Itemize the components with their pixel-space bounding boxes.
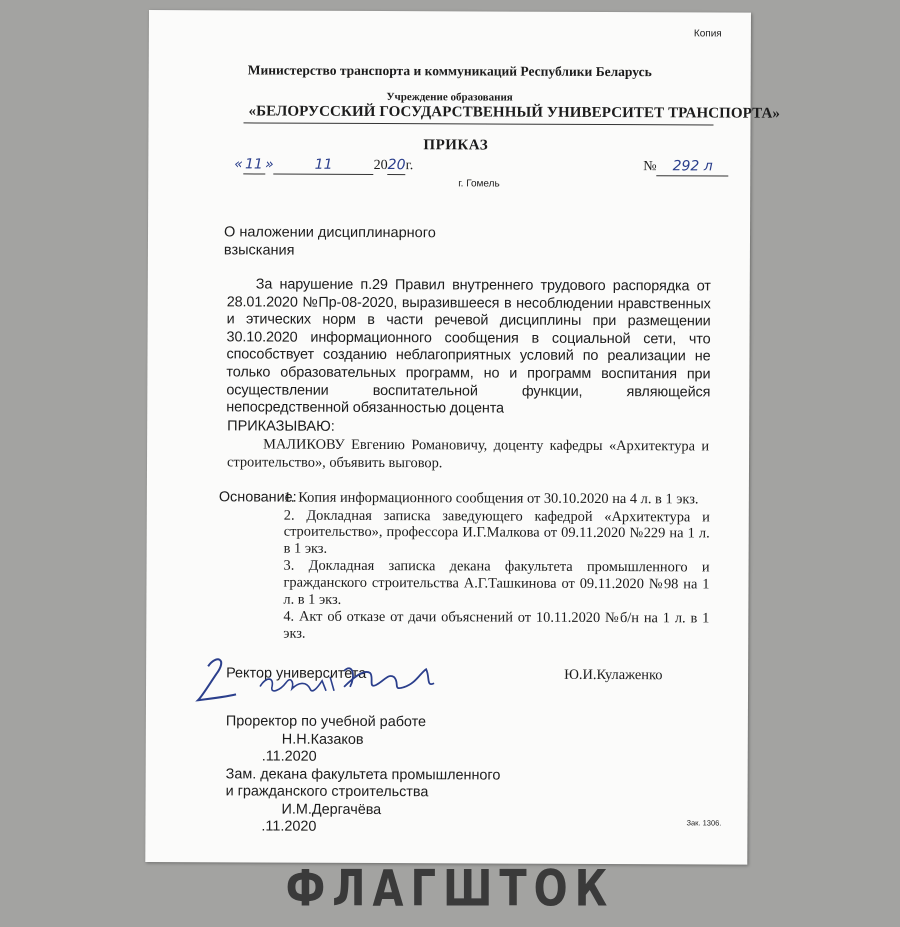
date-year-suffix: 20 <box>387 157 406 174</box>
order-decision: МАЛИКОВУ Евгению Романовичу, доценту кафедры «Архитектура и строительство», объявить выговор. <box>226 436 710 471</box>
document-page <box>145 10 781 865</box>
basis-item: 4. Акт об отказе от дачи объяснений от 10.11.2020 №б/н на 1 л. в 1 экз. <box>283 608 710 642</box>
watermark-logo: ФЛАГШТОК <box>285 860 615 918</box>
order-title: ПРИКАЗ <box>423 137 489 154</box>
copy-mark: Копия <box>693 28 722 40</box>
date-year-prefix: 20 <box>373 157 388 174</box>
date-month: 11 <box>314 156 333 173</box>
visa1-date: .11.2020 <box>261 748 317 765</box>
visa1-name: Н.Н.Казаков <box>281 731 364 748</box>
basis-item: 2. Докладная записка заведующего кафедрой «Архитектура и строительство», профессора И.Г.Малкова от 09.11.2020 №229 на 1 л. в 1 экз. <box>283 507 710 557</box>
number-prefix: № <box>643 159 657 175</box>
date-open-quote: « <box>234 156 244 173</box>
footer-code: Зак. 1306. <box>686 818 722 828</box>
visa2-date: .11.2020 <box>261 818 317 835</box>
basis-label: Основание: <box>218 489 297 506</box>
visa2-position-line2: и гражданского строительства <box>225 783 429 801</box>
basis-item: 3. Докладная записка декана факультета промышленного и гражданского строительства А.Г.Ташкинова от 09.11.2020 №98 на 1 л. в 1 экз. <box>283 557 710 608</box>
order-word: ПРИКАЗЫВАЮ: <box>227 418 335 435</box>
city: г. Гомель <box>458 178 500 190</box>
university-name: «БЕЛОРУССКИЙ ГОСУДАРСТВЕННЫЙ УНИВЕРСИТЕТ ТРАНСПОРТА» <box>248 103 781 122</box>
basis-list <box>283 490 710 645</box>
basis-item: 1. Копия информационного сообщения от 30.10.2020 на 4 л. в 1 экз. <box>283 489 699 508</box>
date-day: 11 <box>245 156 263 173</box>
signatory-name: Ю.И.Кулаженко <box>564 666 663 684</box>
visas <box>225 713 500 837</box>
signatory-position: Ректор университета <box>226 665 367 682</box>
visa2-name: И.М.Дергачёва <box>281 801 382 818</box>
order-body: За нарушение п.29 Правил внутреннего трудового распорядка от 28.01.2020 №Пр-08-2020, выразившееся в несоблюдении нравственных и этических норм в части речевой дисциплины при размещении 30.10.2020 информационного сообщения в социальной сети, что способствует созданию неблагоприятных условий по реализации не только образовательных программ, но и программ воспитания при осуществлении воспитательной функции, являющейся непосредственной обязанностью доцента <box>226 276 711 417</box>
header-rule <box>244 122 714 125</box>
ministry-name: Министерство транспорта и коммуникаций Республики Беларусь <box>247 62 652 80</box>
date-close-quote: » <box>264 156 274 173</box>
visa2-position-line1: Зам. декана факультета промышленного <box>225 765 501 784</box>
number-value: 292 л <box>672 158 713 175</box>
order-number <box>643 158 728 176</box>
visa1-position: Проректор по учебной работе <box>225 713 427 731</box>
handwritten-signature-icon <box>194 646 474 707</box>
institution-type: Учреждение образования <box>386 91 513 104</box>
order-date <box>234 156 413 175</box>
order-subject: О наложении дисциплинарного взыскания <box>223 224 436 259</box>
date-year-unit: г. <box>405 158 414 174</box>
